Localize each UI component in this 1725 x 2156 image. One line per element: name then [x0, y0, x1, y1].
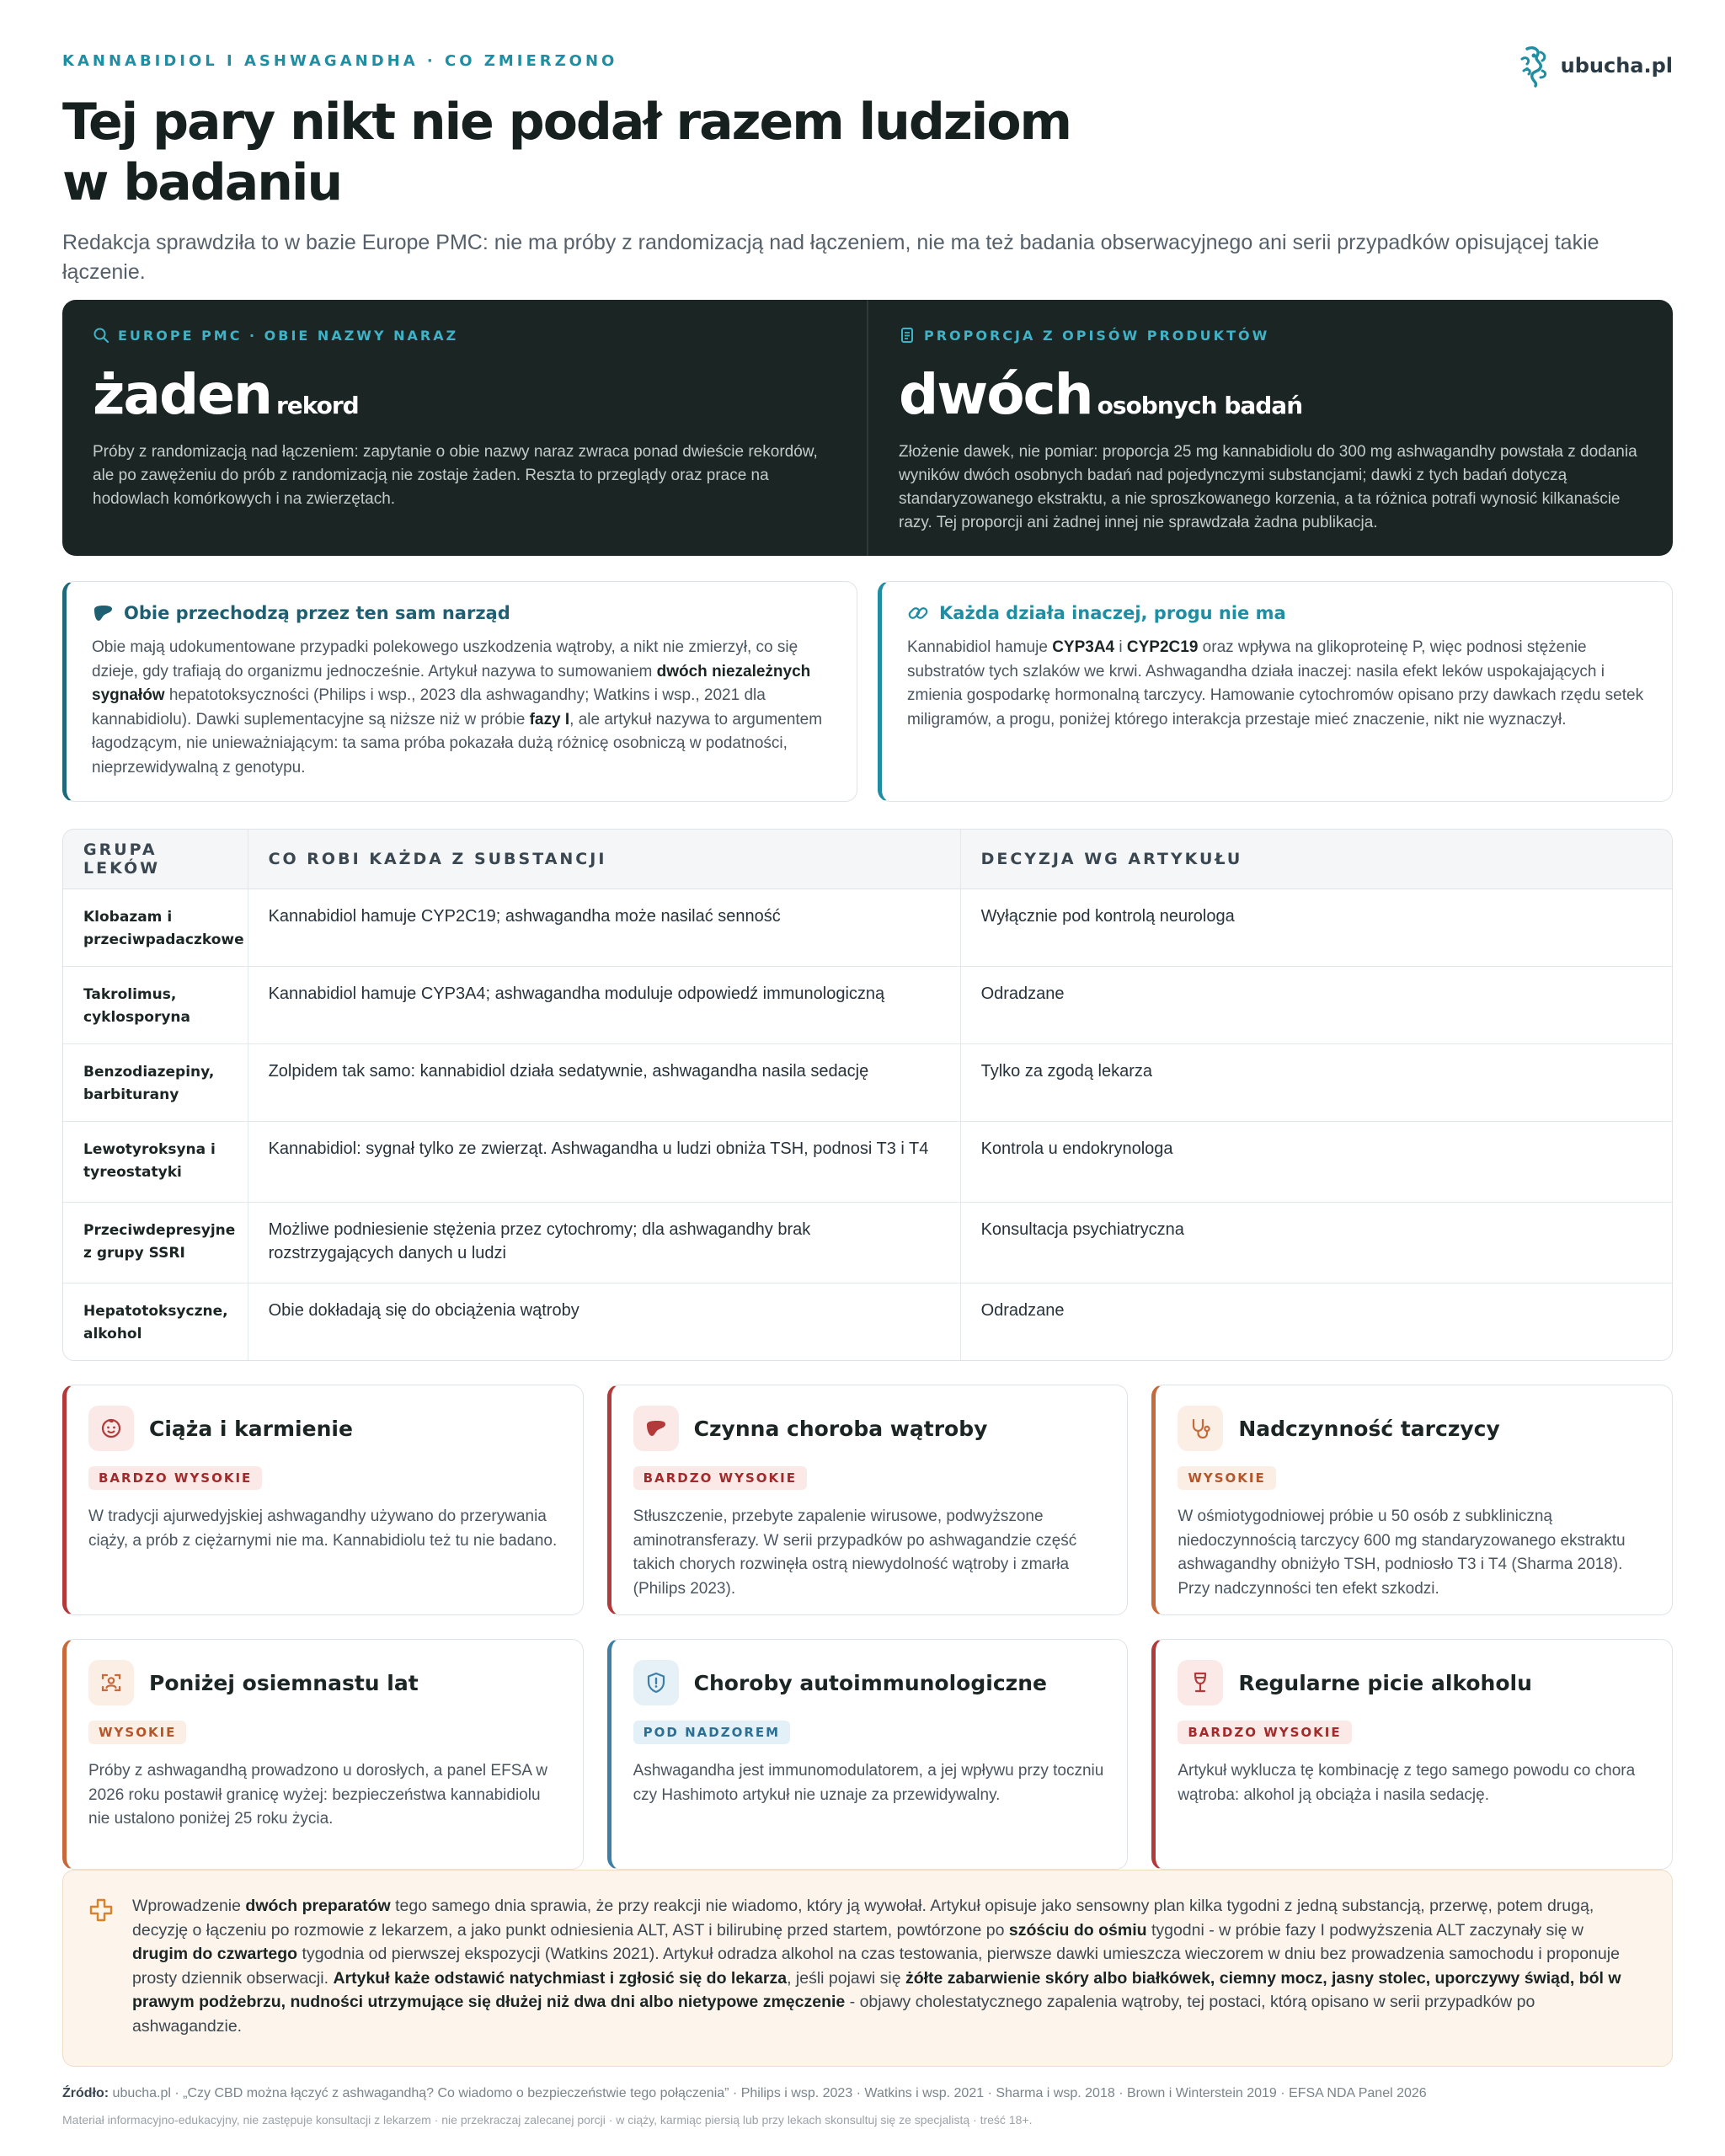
- drug-group: Takrolimus, cyklosporyna: [63, 966, 248, 1043]
- table-header-row: [63, 830, 1672, 889]
- search-icon: [93, 327, 109, 344]
- info-title: Każda działa inaczej, progu nie ma: [939, 603, 1286, 623]
- substance-effect: Kannabidiol: sygnał tylko ze zwierząt. Ashwagandha u ludzi obniża TSH, podnosi T3 i T4: [248, 1121, 960, 1202]
- infographic: [62, 0, 1673, 2127]
- risk-title: Poniżej osiemnastu lat: [149, 1670, 419, 1695]
- table-row: [63, 889, 1672, 966]
- stat-label: EUROPE PMC · OBIE NAZWY NARAZ: [118, 327, 459, 344]
- info-text: Obie mają udokumentowane przypadki polekowego uszkodzenia wątroby, a nikt nie zmierzył, co się dzieje, gdy trafiają do organizmu jednocześnie. Artykuł nazywa to sumowaniem dwóch niezależnych sygnałów hepatotoksyczności (Philips i wsp., 2023 dla ashwagandhy; Watkins i wsp., 2021 dla kannabidiolu). Dawki suplementacyjne są niższe niż w próbie fazy I, ale artykuł nazywa to argumentem łagodzącym, nie unieważniającym: ta sama próba pokazała dużą różnicę osobniczą w podatności, nieprzewidywalną z genotypu.: [92, 638, 823, 776]
- liver-icon: [644, 1417, 668, 1440]
- stat-europe-pmc: [62, 300, 867, 556]
- person-scan-icon: [99, 1671, 123, 1694]
- kicker: KANNABIDIOL I ASHWAGANDHA · CO ZMIERZONO: [62, 52, 618, 70]
- article-decision: Kontrola u endokrynologa: [960, 1121, 1672, 1202]
- drug-group: Benzodiazepiny, barbiturany: [63, 1043, 248, 1121]
- liver-icon: [92, 602, 114, 624]
- risk-title: Nadczynność tarczycy: [1238, 1416, 1500, 1441]
- brand-name: ubucha.pl: [1560, 54, 1673, 77]
- risk-text: Próby z ashwagandhą prowadzono u dorosłych, a panel EFSA w 2026 roku postawił granicę wyżej: bezpieczeństwa kannabidiolu nie ustalono poniżej 25 roku życia.: [88, 1762, 547, 1828]
- drug-group: Hepatotoksyczne, alkohol: [63, 1283, 248, 1360]
- article-decision: Odradzane: [960, 966, 1672, 1043]
- stat-value: dwóch: [899, 362, 1092, 427]
- risk-badge: BARDZO WYSOKIE: [88, 1466, 262, 1490]
- drug-group: Lewotyroksyna i tyreostatyki: [63, 1121, 248, 1202]
- risk-title: Regularne picie alkoholu: [1238, 1670, 1532, 1695]
- stat-value: żaden: [93, 362, 271, 427]
- disclaimer: Materiał informacyjno-edukacyjny, nie zastępuje konsultacji z lekarzem · nie przekraczaj zalecanej porcji · w ciąży, karmiąc piersią lub przy lekach skonsultuj się ze specjalistą · treść 18+.: [62, 2113, 1033, 2127]
- substance-effect: Obie dokładają się do obciążenia wątroby: [248, 1283, 960, 1360]
- stat-description: Złożenie dawek, nie pomiar: proporcja 25 mg kannabidiolu do 300 mg ashwagandhy powstała z dodania wyników dwóch osobnych badań nad pojedynczymi substancjami; dawki z tych badań dotyczą standaryzowanego ekstraktu, a nie sproszkowanego korzenia, a ta różnica potrafi wynosić kilkanaście razy. Tej proporcji ani żadnej innej nie sprawdzała żadna publikacja.: [899, 443, 1637, 531]
- stat-unit: rekord: [275, 392, 359, 419]
- risk-title: Ciąża i karmienie: [149, 1416, 353, 1441]
- table-row: [63, 1283, 1672, 1360]
- risk-card-autoimmune: [607, 1639, 1129, 1870]
- risk-card-pregnancy: [62, 1385, 584, 1615]
- info-card-threshold: [878, 581, 1673, 802]
- risk-text: W ośmiotygodniowej próbie u 50 osób z subkliniczną niedoczynnością tarczycy 600 mg standaryzowanego ekstraktu ashwagandhy obniżyło TSH, podniosło T3 i T4 (Sharma 2018). Przy nadczynności ten efekt szkodzi.: [1178, 1508, 1626, 1598]
- risk-card-under-18: [62, 1639, 584, 1870]
- risk-badge: POD NADZOREM: [633, 1721, 790, 1744]
- info-text: Kannabidiol hamuje CYP3A4 i CYP2C19 oraz wpływa na glikoproteinę P, więc podnosi stężenie substratów tych szlaków we krwi. Ashwagandha działa inaczej: nasila efekt leków uspokajających i zmienia gospodarkę hormonalną tarczycy. Hamowanie cytochromów opisano przy dawkach rzędu setek miligramów, a progu, poniżej którego interakcja przestaje mieć znaczenie, nikt nie wyznaczył.: [907, 638, 1644, 728]
- header: [62, 0, 1673, 287]
- risk-card-alcohol: [1151, 1639, 1673, 1870]
- stat-unit: osobnych badań: [1097, 392, 1303, 419]
- risk-title: Choroby autoimmunologiczne: [693, 1670, 1047, 1695]
- column-header: CO ROBI KAŻDA Z SUBSTANCJI: [248, 830, 960, 889]
- info-card-liver: [62, 581, 857, 802]
- risk-badge: WYSOKIE: [1178, 1466, 1275, 1490]
- source-line: Źródło: ubucha.pl · „Czy CBD można łączyć z ashwagandhą? Co wiadomo o bezpieczeństwie tego połączenia” · Philips i wsp. 2023 · Watkins i wsp. 2021 · Sharma i wsp. 2018 · Brown i Winterstein 2019 · EFSA NDA Panel 2026: [62, 2086, 1427, 2100]
- document-icon: [899, 327, 916, 344]
- column-header: DECYZJA WG ARTYKUŁU: [960, 830, 1672, 889]
- article-decision: Konsultacja psychiatryczna: [960, 1202, 1672, 1283]
- baby-icon: [99, 1417, 123, 1440]
- substance-effect: Kannabidiol hamuje CYP3A4; ashwagandha moduluje odpowiedź immunologiczną: [248, 966, 960, 1043]
- substance-effect: Kannabidiol hamuje CYP2C19; ashwagandha może nasilać senność: [248, 889, 960, 966]
- note-text: Wprowadzenie dwóch preparatów tego samego dnia sprawia, że przy reakcji nie wiadomo, który ją wywołał. Artykuł opisuje jako sensowny plan kilka tygodni z jedną substancją, przerwę, potem drugą, decyzję o łączeniu po rozmowie z lekarzem, a jako punkt odniesienia ALT, AST i bilirubinę przed startem, powtórzone po szóściu do ośmiu tygodni - w próbie fazy I podwyższenia ALT zaczynały się w drugim do czwartego tygodnia od pierwszej ekspozycji (Watkins 2021). Artykuł odradza alkohol na czas testowania, pierwsze dawki umieszcza wieczorem w dniu bez prowadzenia samochodu i proponuje prosty dziennik obserwacji. Artykuł każe odstawić natychmiast i zgłosić się do lekarza, jeśli pojawi się żółte zabarwienie skóry albo białkówek, ciemny mocz, jasny stolec, uporczywy świąd, ból w prawym podżebrzu, nudności utrzymujące się dłużej niż dwa dni albo nietypowe zmęczenie - objawy cholestatycznego zapalenia wątroby, tej postaci, którą opisano w serii przypadków po ashwagandzie.: [132, 1897, 1621, 2036]
- drug-group: Klobazam i przeciwpadaczkowe: [83, 908, 244, 948]
- brand-logo[interactable]: [1515, 44, 1673, 88]
- drug-group: Przeciwdepresyjne z grupy SSRI: [63, 1202, 248, 1283]
- risk-badge: WYSOKIE: [88, 1721, 186, 1744]
- risk-title: Czynna choroba wątroby: [693, 1416, 988, 1441]
- interactions-table: [62, 829, 1673, 1361]
- stat-proportion: [867, 300, 1673, 556]
- wine-glass-icon: [1188, 1671, 1212, 1694]
- table-row: [63, 1202, 1672, 1283]
- stats-panel: [62, 300, 1673, 556]
- risk-badge: BARDZO WYSOKIE: [633, 1466, 807, 1490]
- substance-effect: Zolpidem tak samo: kannabidiol działa sedatywnie, ashwagandha nasila sedację: [248, 1043, 960, 1121]
- risk-text: Stłuszczenie, przebyte zapalenie wirusowe, podwyższone aminotransferazy. W serii przypadków po ashwagandzie część takich chorych rozwinęła ostrą niewydolność wątroby i zmarła (Philips 2023).: [633, 1508, 1077, 1598]
- info-cards: [62, 581, 1673, 802]
- guidance-note: [62, 1870, 1673, 2067]
- risk-text: Ashwagandha jest immunomodulatorem, a jej wpływu przy toczniu czy Hashimoto artykuł nie uznaje za przewidywalny.: [633, 1762, 1104, 1804]
- risk-text: Artykuł wyklucza tę kombinację z tego samego powodu co chora wątroba: alkohol ją obciąża i nasila sedację.: [1178, 1762, 1636, 1804]
- article-decision: Odradzane: [960, 1283, 1672, 1360]
- shield-icon: [644, 1671, 668, 1694]
- stat-label: PROPORCJA Z OPISÓW PRODUKTÓW: [924, 327, 1270, 344]
- article-decision: Wyłącznie pod kontrolą neurologa: [960, 889, 1672, 966]
- footer: [62, 2086, 1673, 2127]
- risk-card-thyroid: [1151, 1385, 1673, 1615]
- link-icon: [907, 602, 929, 624]
- risk-cards: [62, 1385, 1673, 1870]
- page-title: Tej pary nikt nie podał razem ludziom w badaniu: [62, 93, 1071, 212]
- risk-text: W tradycji ajurwedyjskiej ashwagandhy używano do przerywania ciąży, a prób z ciężarnymi nie ma. Kannabidiolu też tu nie badano.: [88, 1508, 558, 1550]
- stethoscope-icon: [1188, 1417, 1212, 1440]
- substance-effect: Możliwe podniesienie stężenia przez cytochromy; dla ashwagandhy brak rozstrzygających danych u ludzi: [248, 1202, 960, 1283]
- lead-paragraph: Redakcja sprawdziła to w bazie Europe PMC: nie ma próby z randomizacją nad łączeniem, nie ma też badania obserwacyjnego ani serii przypadków opisującej takie łączenie.: [62, 231, 1599, 284]
- stat-description: Próby z randomizacją nad łączeniem: zapytanie o obie nazwy naraz zwraca ponad dwieście rekordów, ale po zawężeniu do prób z randomizacją nie zostaje żaden. Reszta to przeglądy oraz prace na hodowlach komórkowych i na zwierzętach.: [93, 443, 818, 508]
- table-row: [63, 1043, 1672, 1121]
- table-row: [63, 1121, 1672, 1202]
- risk-badge: BARDZO WYSOKIE: [1178, 1721, 1351, 1744]
- risk-card-liver-disease: [607, 1385, 1129, 1615]
- medical-cross-icon: [88, 1897, 114, 1923]
- brand-mark-icon: [1515, 44, 1552, 88]
- table-row: [63, 966, 1672, 1043]
- article-decision: Tylko za zgodą lekarza: [960, 1043, 1672, 1121]
- info-title: Obie przechodzą przez ten sam narząd: [124, 603, 510, 623]
- column-header: GRUPA LEKÓW: [63, 830, 248, 889]
